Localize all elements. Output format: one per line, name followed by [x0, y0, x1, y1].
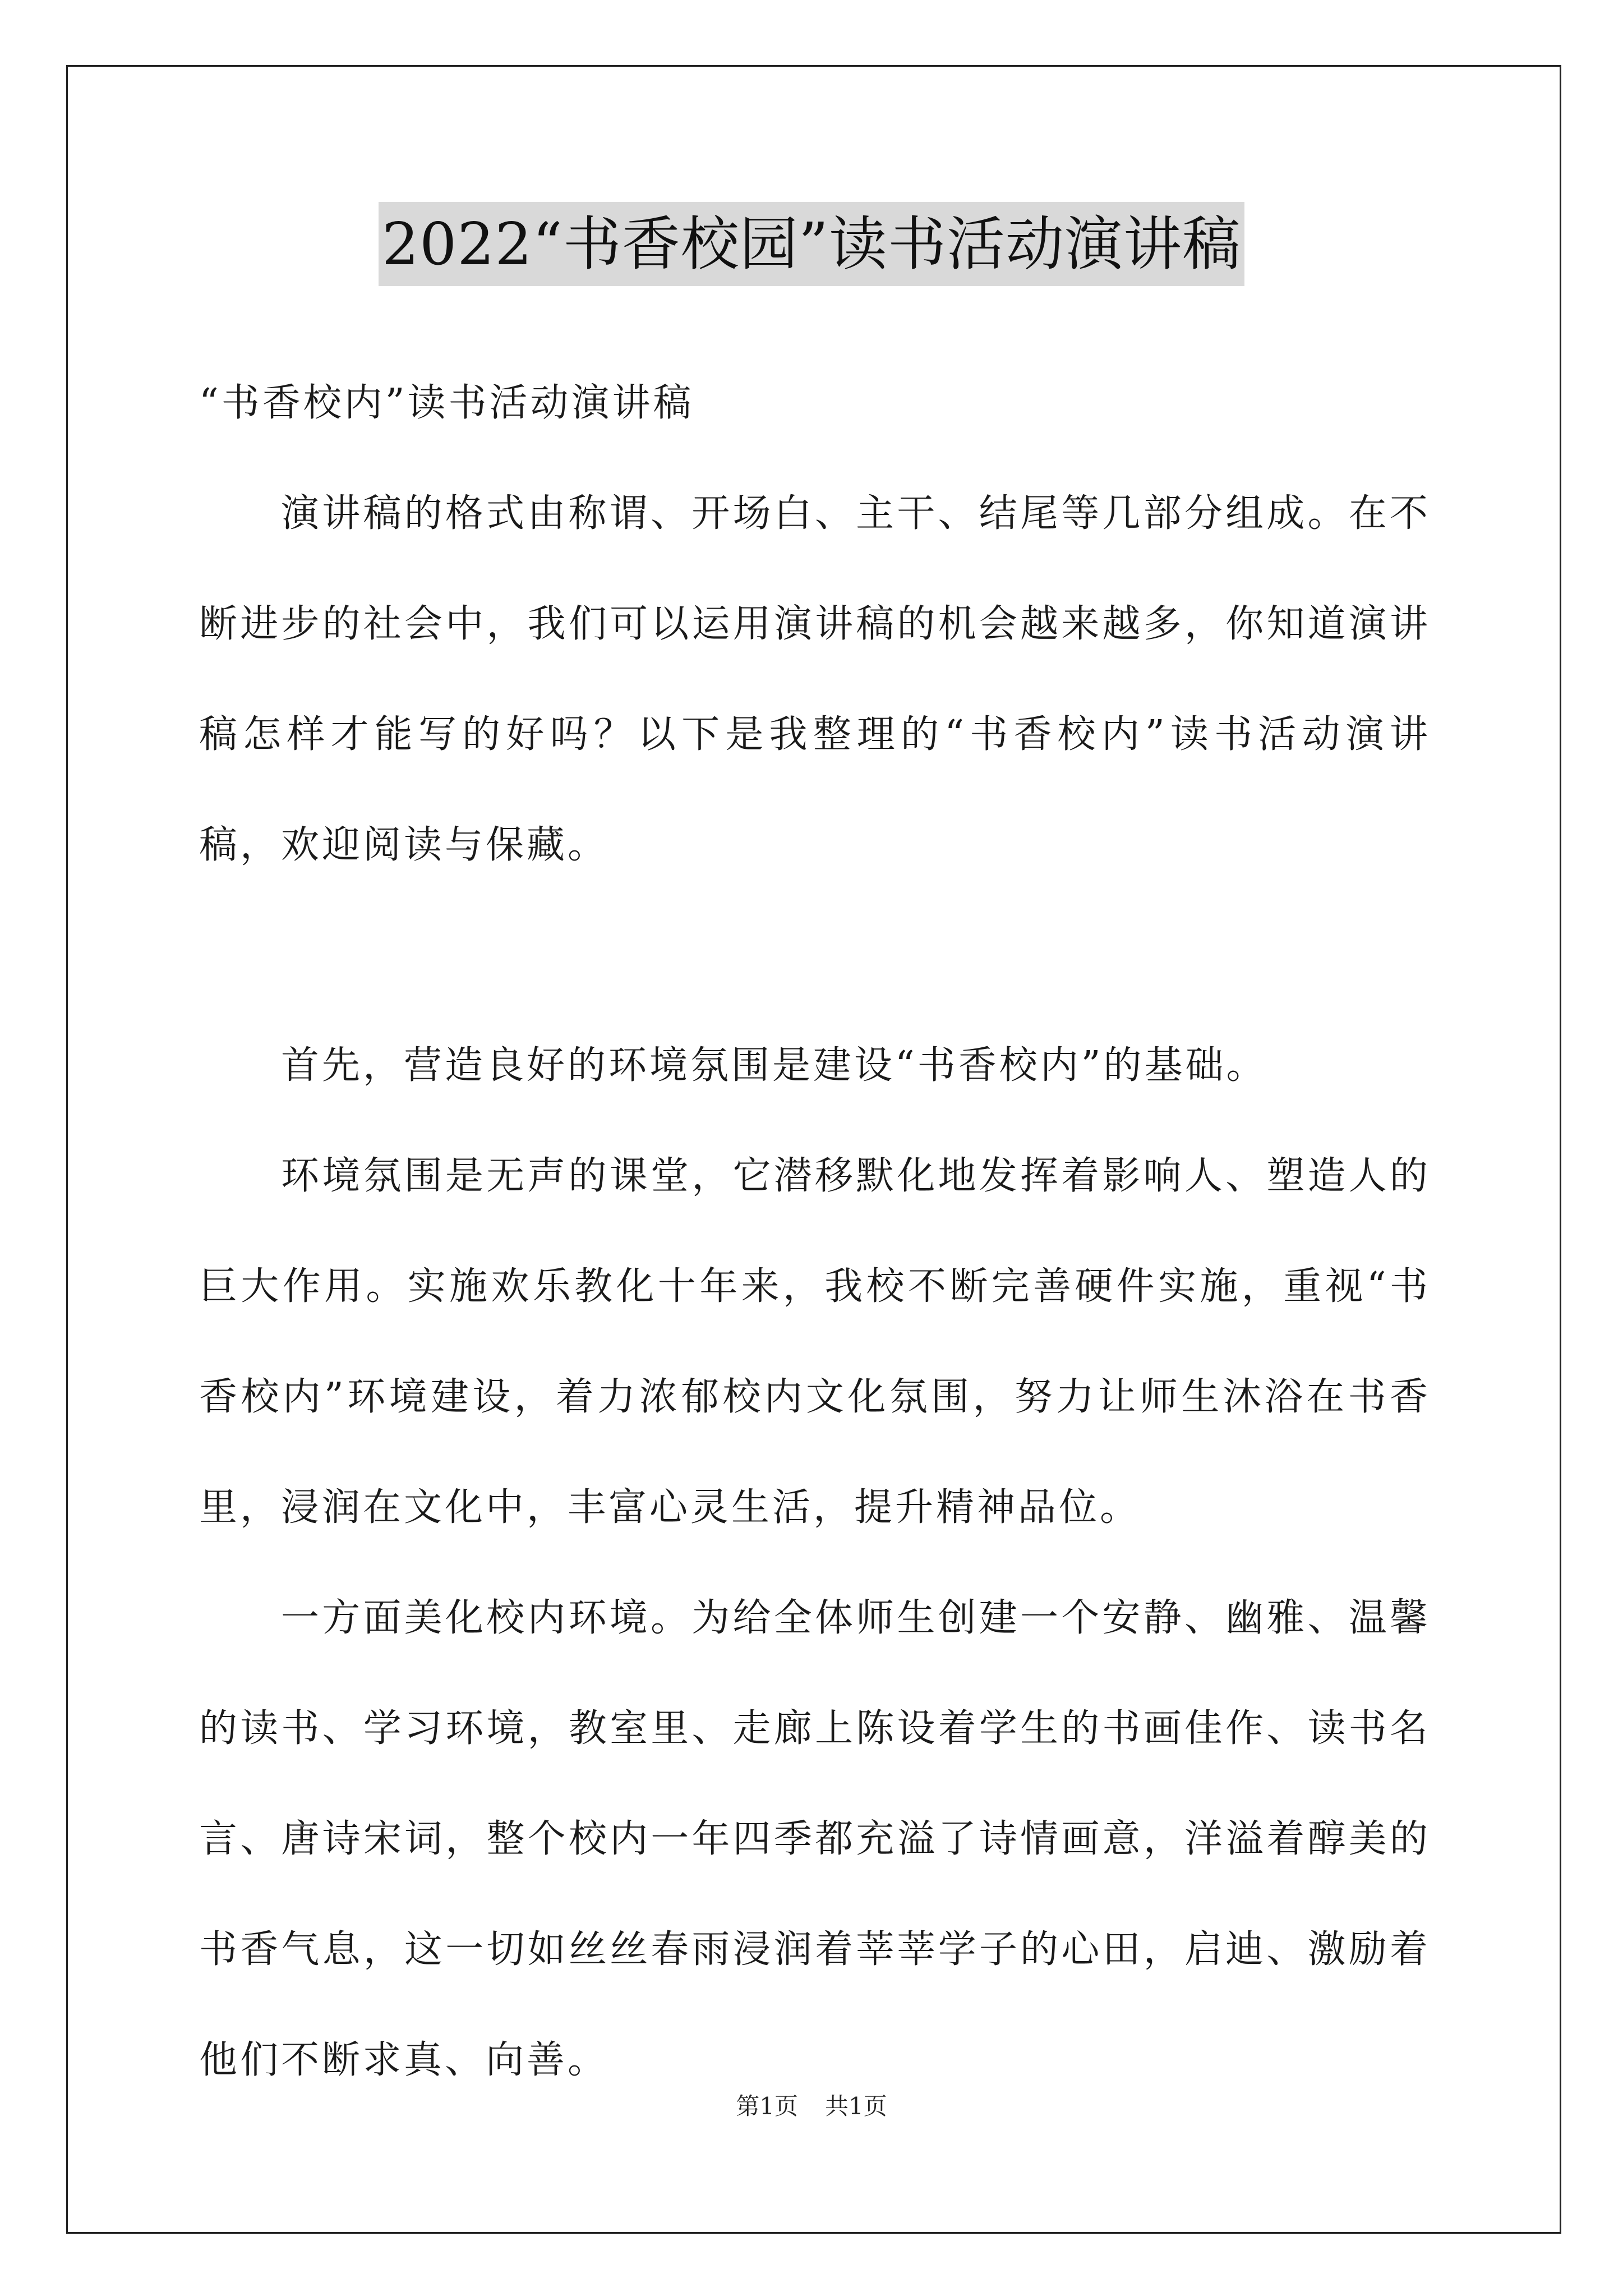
page-footer	[0, 2090, 1623, 2123]
intro-paragraph: 演讲稿的格式由称谓、开场白、主干、结尾等几部分组成。在不断进步的社会中，我们可以运用演讲稿的机会越来越多，你知道演讲稿怎样才能写的好吗？以下是我整理的“书香校内”读书活动演讲稿，欢迎阅读与保藏。	[199, 491, 1431, 867]
body-paragraph: 首先，营造良好的环境氛围是建设“书香校内”的基础。	[281, 1043, 1267, 1088]
body-paragraph: 环境氛围是无声的课堂，它潜移默化地发挥着影响人、塑造人的巨大作用。实施欢乐教化十年来，我校不断完善硬件实施，重视“书香校内”环境建设，着力浓郁校内文化氛围，努力让师生沐浴在书香里，浸润在文化中，丰富心灵生活，提升精神品位。	[199, 1154, 1431, 1530]
page-total: 共1页	[825, 2092, 887, 2120]
title-container	[0, 202, 1623, 286]
document-title: 2022“书香校园”读书活动演讲稿	[379, 202, 1244, 286]
body-paragraph: 一方面美化校内环境。为给全体师生创建一个安静、幽雅、温馨的读书、学习环境，教室里、走廊上陈设着学生的书画佳作、读书名言、唐诗宋词，整个校内一年四季都充溢了诗情画意，洋溢着醇美的书香气息，这一切如丝丝春雨浸润着莘莘学子的心田，启迪、激励着他们不断求真、向善。	[199, 1596, 1431, 2082]
page-number: 第1页	[736, 2092, 798, 2120]
document-body	[199, 348, 1431, 2115]
subtitle-paragraph: “书香校内”读书活动演讲稿	[199, 381, 694, 425]
